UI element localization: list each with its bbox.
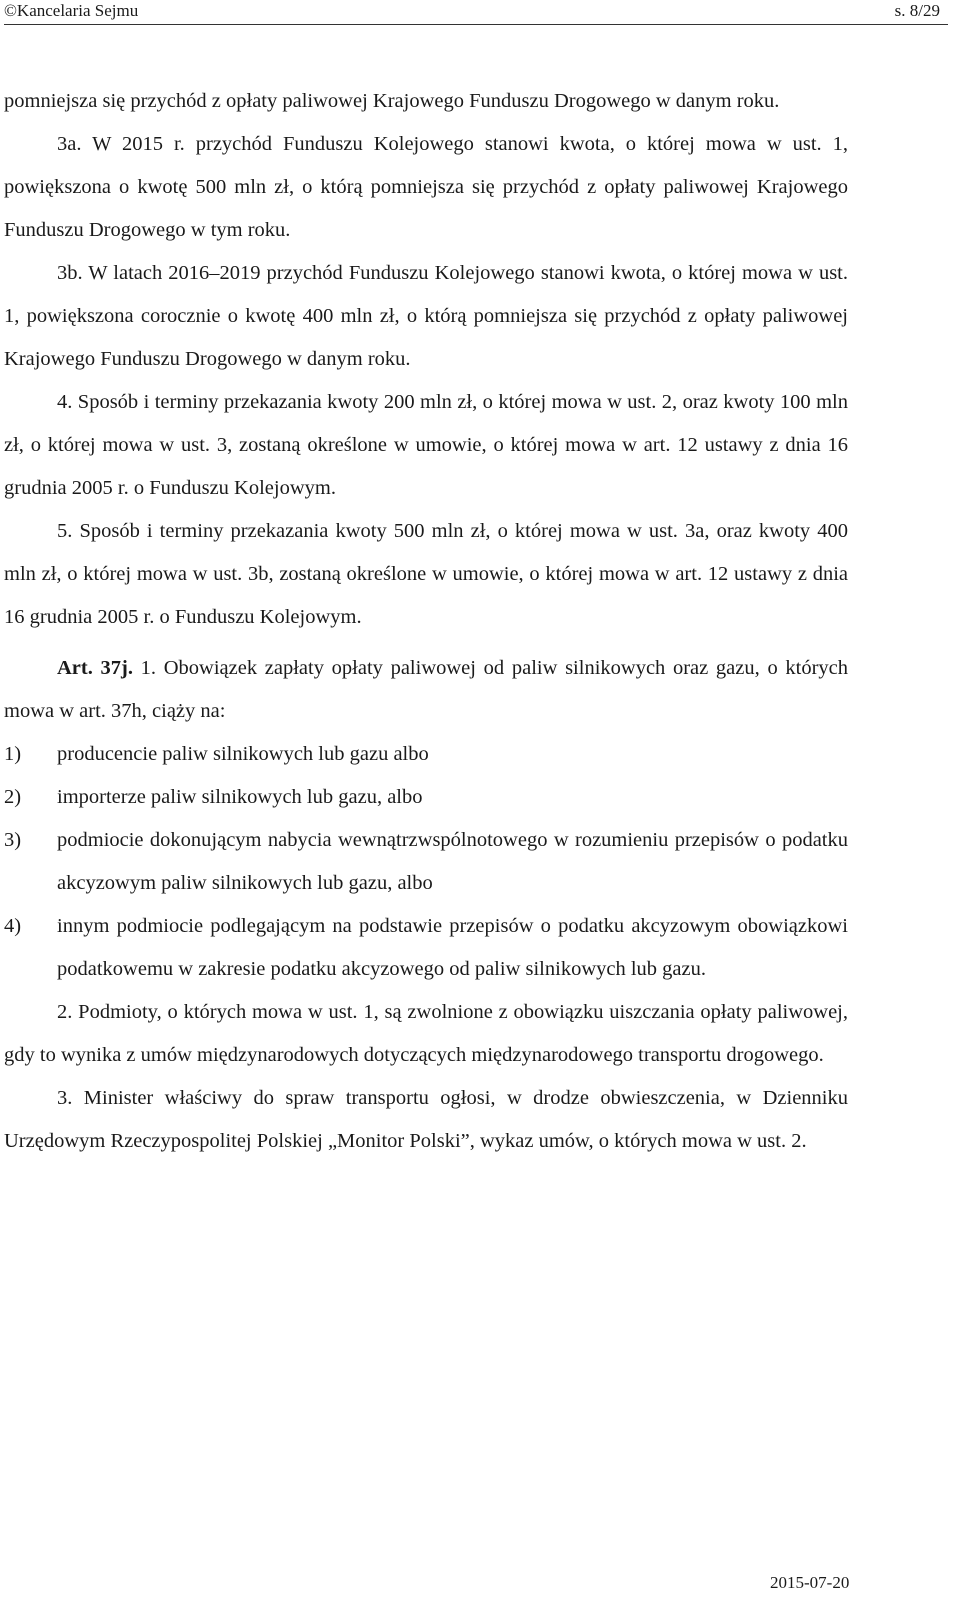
list-item-text: innym podmiocie podlegającym na podstawie przepisów o podatku akcyzowym obowiązkowi podatkowemu w zakresie podatku akcyzowego od paliw silnikowych lub gazu. xyxy=(57,915,848,980)
list-item-number: 3) xyxy=(4,829,22,851)
paragraph-4: 4. Sposób i terminy przekazania kwoty 200 mln zł, o której mowa w ust. 2, oraz kwoty 100 mln zł, o której mowa w ust. 3, zostaną określone w umowie, o której mowa w art. 12 ustawy z dnia 16 grudnia 2005 r. o Funduszu Kolejowym. xyxy=(4,391,848,499)
list-item xyxy=(4,733,848,776)
copyright-label: ©Kancelaria Sejmu xyxy=(4,1,139,20)
document-body xyxy=(4,80,848,1163)
list-item xyxy=(4,776,848,819)
article-label: Art. 37j. xyxy=(57,657,133,679)
list-item xyxy=(4,905,848,991)
header-divider xyxy=(4,24,948,25)
page-header xyxy=(4,0,948,22)
paragraph-continuation: pomniejsza się przychód z opłaty paliwowej Krajowego Funduszu Drogowego w danym roku. xyxy=(4,90,780,112)
document-date: 2015-07-20 xyxy=(770,1573,850,1592)
obligated-entities-list xyxy=(4,733,848,991)
list-item-text: podmiocie dokonującym nabycia wewnątrzwspólnotowego w rozumieniu przepisów o podatku akcyzowym paliw silnikowych lub gazu, albo xyxy=(57,829,848,894)
paragraph-5: 5. Sposób i terminy przekazania kwoty 500 mln zł, o której mowa w ust. 3a, oraz kwoty 400 mln zł, o której mowa w ust. 3b, zostaną określone w umowie, o której mowa w art. 12 ustawy z dnia 16 grudnia 2005 r. o Funduszu Kolejowym. xyxy=(4,520,848,628)
list-item-number: 2) xyxy=(4,786,22,808)
paragraph-3b: 3b. W latach 2016–2019 przychód Funduszu Kolejowego stanowi kwota, o której mowa w ust. 1, powiększona corocznie o kwotę 400 mln zł, o którą pomniejsza się przychód z opłaty paliwowej Krajowego Funduszu Drogowego w danym roku. xyxy=(4,262,848,370)
list-item-number: 4) xyxy=(4,915,22,937)
list-item-text: producencie paliw silnikowych lub gazu albo xyxy=(57,743,429,765)
article-intro-text: 1. Obowiązek zapłaty opłaty paliwowej od paliw silnikowych oraz gazu, o których mowa w art. 37h, ciąży na: xyxy=(4,657,848,722)
list-item xyxy=(4,819,848,905)
list-item-number: 1) xyxy=(4,743,22,765)
paragraph-3a: 3a. W 2015 r. przychód Funduszu Kolejowego stanowi kwota, o której mowa w ust. 1, powiększona o kwotę 500 mln zł, o którą pomniejsza się przychód z opłaty paliwowej Krajowego Funduszu Drogowego w tym roku. xyxy=(4,133,848,241)
page-number: s. 8/29 xyxy=(894,1,940,20)
article-37j-intro xyxy=(4,647,848,733)
article-37j-section-2: 2. Podmioty, o których mowa w ust. 1, są zwolnione z obowiązku uiszczania opłaty paliwowej, gdy to wynika z umów międzynarodowych dotyczących międzynarodowego transportu drogowego. xyxy=(4,1001,848,1066)
article-37j-section-3: 3. Minister właściwy do spraw transportu ogłosi, w drodze obwieszczenia, w Dzienniku Urzędowym Rzeczypospolitej Polskiej „Monitor Polski”, wykaz umów, o których mowa w ust. 2. xyxy=(4,1087,848,1152)
list-item-text: importerze paliw silnikowych lub gazu, albo xyxy=(57,786,423,808)
